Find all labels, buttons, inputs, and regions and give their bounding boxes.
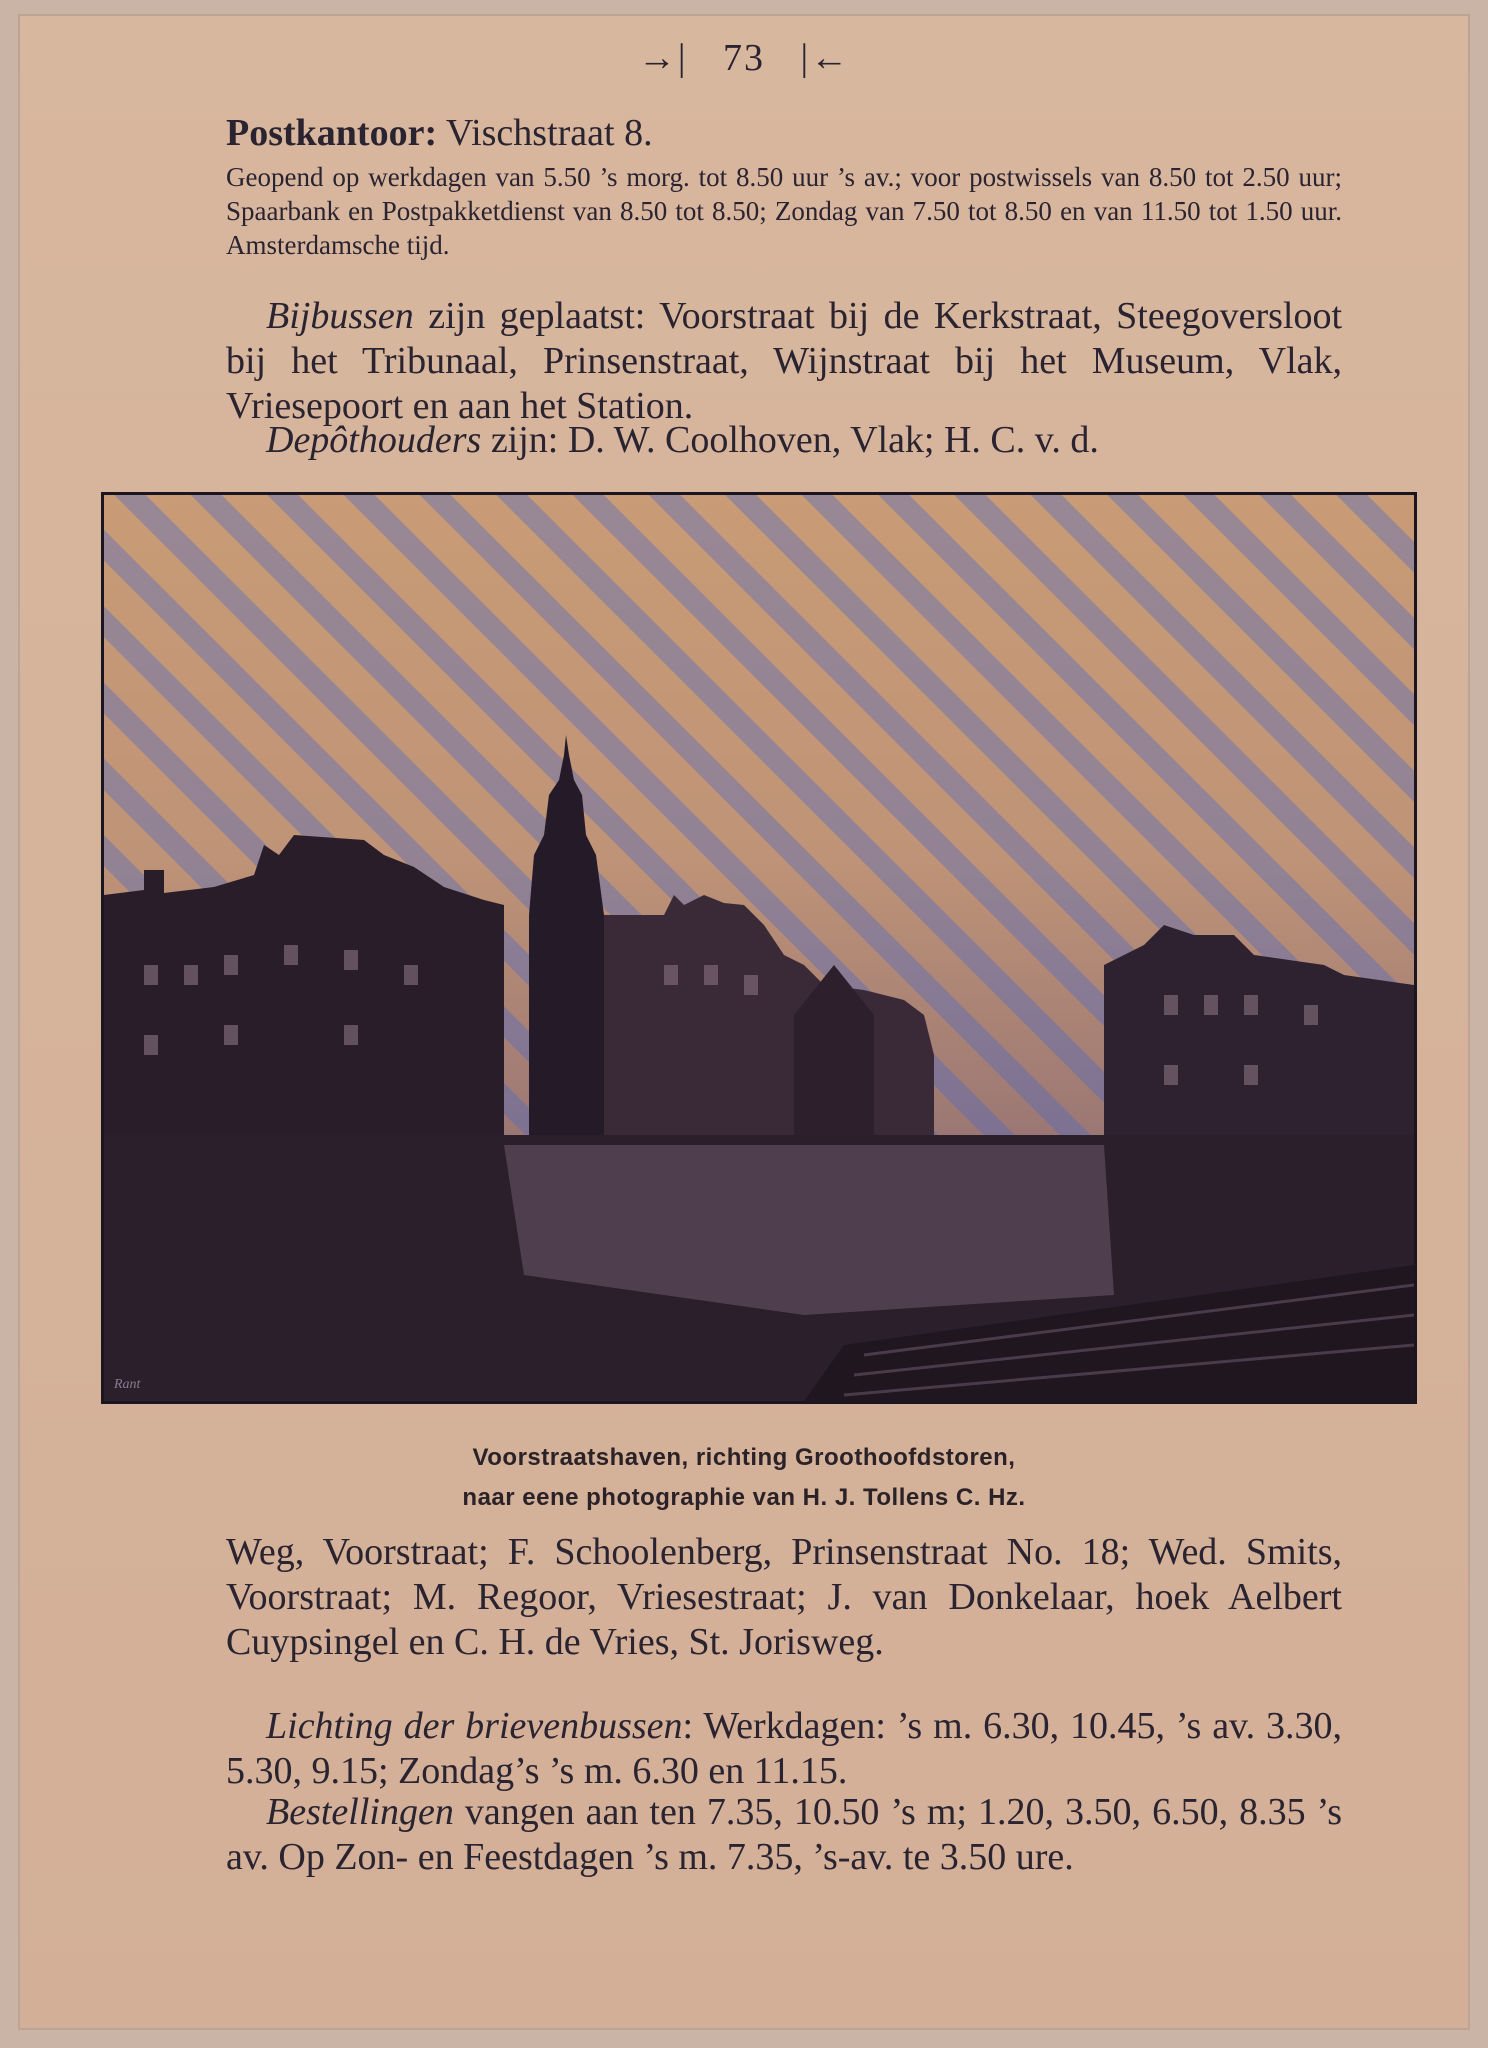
depothouders-paragraph [226, 418, 1342, 463]
artist-signature: Rant [114, 1377, 141, 1392]
photo-caption-line1: Voorstraatshaven, richting Groothoofdstoren, [472, 1444, 1016, 1471]
postkantoor-label: Postkantoor [226, 112, 425, 154]
page-sheet [18, 14, 1470, 2030]
lichting-paragraph [226, 1704, 1342, 1794]
page-number: 73 [723, 37, 765, 79]
harbour-scene-illustration [104, 495, 1414, 1401]
bestellingen-text: vangen aan ten 7.35, 10.50 ’s m; 1.20, 3.50, 6.50, 8.35 ’s av. Op Zon- en Feestdagen ’s m. 7.35, ’s-av. te 3.50 ure. [226, 1791, 1342, 1878]
depothouders-text: zijn: D. W. Coolhoven, Vlak; H. C. v. d. [481, 419, 1099, 461]
depothouders-continuation: Weg, Voorstraat; F. Schoolenberg, Prinsenstraat No. 18; Wed. Smits, Voorstraat; M. Regoor, Vriesestraat; J. van Donkelaar, hoek Aelbert Cuypsingel en C. H. de Vries, St. Jorisweg. [226, 1531, 1342, 1663]
bijbussen-text: zijn geplaatst: Voorstraat bij de Kerkstraat, Steegoversloot bij het Tribunaal, Prinsenstraat, Wijnstraat bij het Museum, Vlak, Vriesepoort en aan het Station. [226, 295, 1342, 427]
right-ornament: |← [800, 37, 851, 79]
heading-colon: : [424, 112, 438, 154]
page-number-header [18, 36, 1470, 80]
bestellingen-paragraph [226, 1790, 1342, 1880]
left-ornament: →| [637, 37, 688, 79]
opening-hours-text: Geopend op werkdagen van 5.50 ’s morg. tot 8.50 uur ’s av.; voor postwissels van 8.50 tot 2.50 uur; Spaarbank en Postpakketdienst van 8.50 tot 8.50; Zondag van 7.50 tot 8.50 en van 11.50 tot 1.50 uur. Amsterdamsche tijd. [226, 162, 1342, 260]
lichting-label: Lichting der brievenbussen [266, 1705, 683, 1747]
bijbussen-label: Bijbussen [266, 295, 414, 337]
photo-caption-line2: naar eene photographie van H. J. Tollens C. Hz. [462, 1484, 1026, 1511]
bestellingen-label: Bestellingen [266, 1791, 454, 1833]
bijbussen-paragraph [226, 294, 1342, 429]
depothouders-label: Depôthouders [266, 419, 482, 461]
harbour-photograph [101, 492, 1417, 1404]
postkantoor-address: Vischstraat 8. [437, 112, 653, 154]
lichting-text: : Werkdagen: ’s m. 6.30, 10.45, ’s av. 3.30, 5.30, 9.15; Zondag’s ’s m. 6.30 en 11.15. [226, 1705, 1342, 1792]
postkantoor-heading [226, 110, 1342, 156]
